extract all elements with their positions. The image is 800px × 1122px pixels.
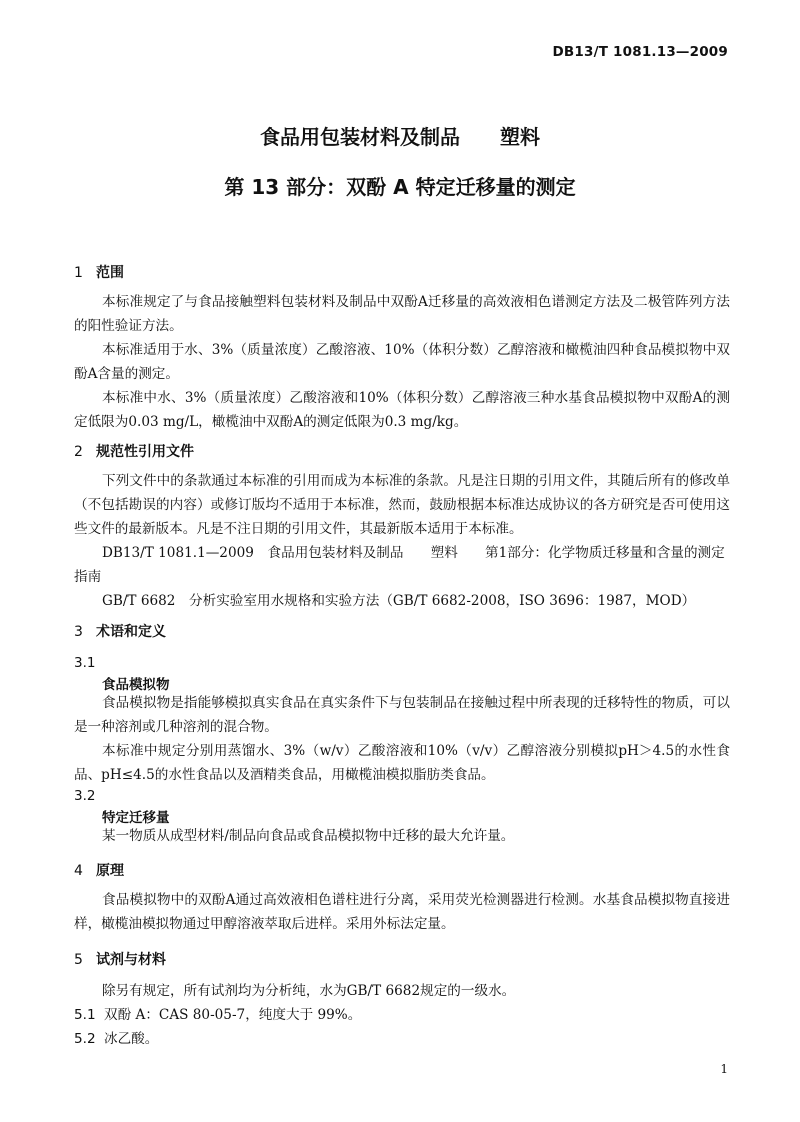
section-number: 5 [74,952,83,968]
normative-reference-2: GB/T 6682 分析实验室用水规格和实验方法（GB/T 6682-2008，ISO 3696：1987，MOD） [102,593,696,609]
section-title: 规范性引用文件 [96,444,194,460]
item-text: 双酚 A：CAS 80-05-7，纯度大于 99%。 [104,1007,362,1023]
paragraph: 本标准规定了与食品接触塑料包装材料及制品中双酚A迁移量的高效液相色谱测定方法及二极管阵列方法的阳性验证方法。 [74,294,730,334]
section-number: 1 [74,265,83,281]
list-item [74,1003,361,1023]
paragraph: 除另有规定，所有试剂均为分析纯，水为GB/T 6682规定的一级水。 [102,983,516,999]
paragraph: 某一物质从成型材料/制品向食品或食品模拟物中迁移的最大允许量。 [102,828,515,844]
paragraph: 食品模拟物是指能够模拟真实食品在真实条件下与包装制品在接触过程中所表现的迁移特性的物质，可以是一种溶剂或几种溶剂的混合物。 [74,695,730,735]
item-number: 5.2 [74,1031,96,1047]
section-5-heading [74,949,166,969]
section-title: 范围 [96,265,124,281]
term-name: 食品模拟物 [102,677,170,693]
subclause-number: 3.1 [74,655,96,671]
title-sub: 塑料 [500,125,540,149]
section-2-heading [74,441,194,461]
paragraph: 本标准适用于水、3%（质量浓度）乙酸溶液、10%（体积分数）乙醇溶液和橄榄油四种食品模拟物中双酚A含量的测定。 [74,342,730,382]
section-1-heading [74,262,124,282]
section-number: 4 [74,863,83,879]
subclause-number: 3.2 [74,788,96,804]
section-title: 原理 [96,863,124,879]
list-item [74,1027,158,1047]
section-3-heading [74,621,166,641]
paragraph: 食品模拟物中的双酚A通过高效液相色谱柱进行分离，采用荧光检测器进行检测。水基食品模拟物直接进样，橄榄油模拟物通过甲醇溶液萃取后进样。采用外标法定量。 [74,892,730,932]
document-title-line-1 [0,121,800,150]
item-text: 冰乙酸。 [104,1031,159,1047]
paragraph: 本标准中规定分别用蒸馏水、3%（w/v）乙酸溶液和10%（v/v）乙醇溶液分别模拟pH＞4.5的水性食品、pH≤4.5的水性食品以及酒精类食品，用橄榄油模拟脂肪类食品。 [74,743,730,783]
page-number: 1 [720,1062,728,1076]
title-main: 食品用包装材料及制品 [260,125,460,149]
normative-reference-1: DB13/T 1081.1—2009 食品用包装材料及制品 塑料 第1部分：化学物质迁移量和含量的测定 [102,545,725,561]
paragraph: 下列文件中的条款通过本标准的引用而成为本标准的条款。凡是注日期的引用文件，其随后所有的修改单（不包括勘误的内容）或修订版均不适用于本标准，然而，鼓励根据本标准达成协议的各方研究是否可使用这些文件的最新版本。凡是不注日期的引用文件，其最新版本适用于本标准。 [74,473,730,537]
section-title: 术语和定义 [96,624,166,640]
standard-code: DB13/T 1081.13—2009 [552,44,728,60]
section-number: 3 [74,624,83,640]
section-title: 试剂与材料 [96,952,166,968]
section-number: 2 [74,444,83,460]
normative-reference-1-cont: 指南 [74,569,102,585]
document-title-line-2: 第 13 部分：双酚 A 特定迁移量的测定 [224,175,576,199]
item-number: 5.1 [74,1007,96,1023]
section-4-heading [74,860,124,880]
paragraph: 本标准中水、3%（质量浓度）乙酸溶液和10%（体积分数）乙醇溶液三种水基食品模拟物中双酚A的测定低限为0.03 mg/L，橄榄油中双酚A的测定低限为0.3 mg/kg。 [74,390,730,430]
term-name: 特定迁移量 [102,810,170,826]
